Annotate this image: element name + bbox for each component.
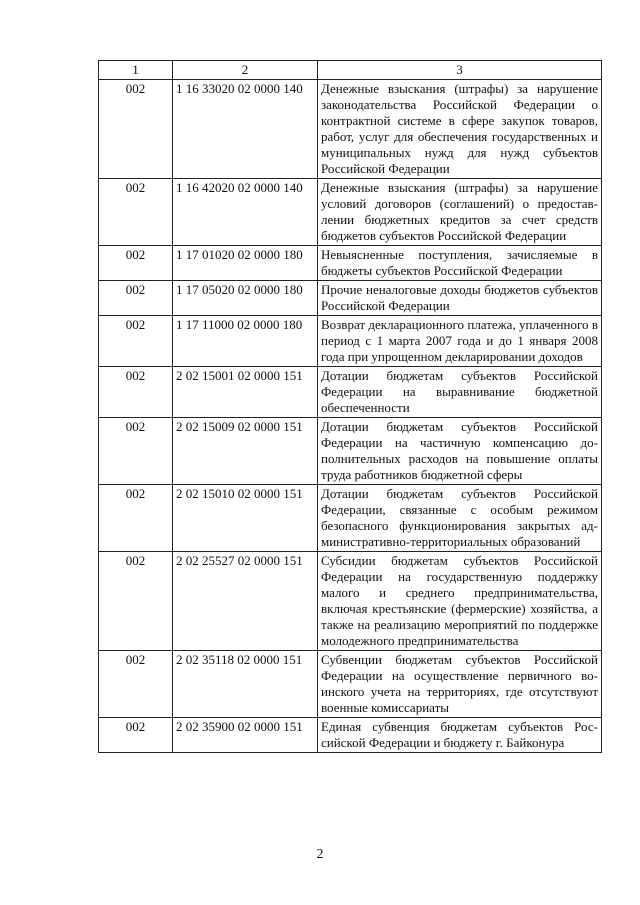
table-row xyxy=(99,246,602,281)
revenue-name-cell: Дотации бюджетам субъектов Российской Федерации, связанные с особым режимом безопасного функционирования закрытых административно-территориальных образований xyxy=(318,485,602,552)
chapter-code-cell: 002 xyxy=(99,552,173,651)
chapter-code-cell: 002 xyxy=(99,179,173,246)
table-row xyxy=(99,485,602,552)
chapter-code-cell: 002 xyxy=(99,418,173,485)
revenue-code-cell: 1 17 11000 02 0000 180 xyxy=(173,316,318,367)
chapter-code-cell: 002 xyxy=(99,485,173,552)
revenue-name-cell: Дотации бюджетам субъектов Российской Федерации на выравнивание бюджетной обеспеченности xyxy=(318,367,602,418)
chapter-code-cell: 002 xyxy=(99,281,173,316)
chapter-code-cell: 002 xyxy=(99,246,173,281)
table-row xyxy=(99,552,602,651)
revenue-code-cell: 2 02 15009 02 0000 151 xyxy=(173,418,318,485)
table-row xyxy=(99,718,602,753)
revenue-code-cell: 2 02 15010 02 0000 151 xyxy=(173,485,318,552)
table-row xyxy=(99,316,602,367)
revenue-name-cell: Прочие неналоговые доходы бюджетов субъектов Российской Федерации xyxy=(318,281,602,316)
table-row xyxy=(99,179,602,246)
revenue-code-cell: 2 02 35900 02 0000 151 xyxy=(173,718,318,753)
page-number: 2 xyxy=(316,847,324,862)
revenue-name-cell: Дотации бюджетам субъектов Российской Федерации на частичную компенсацию дополнительных расходов на повышение оплаты труда работников бюджетной сферы xyxy=(318,418,602,485)
column-header-1: 1 xyxy=(99,61,173,80)
revenue-name-cell: Возврат декларационного платежа, уплаченного в период с 1 марта 2007 года и до 1 января 2008 года при упрощенном декларировании доходов xyxy=(318,316,602,367)
chapter-code-cell: 002 xyxy=(99,651,173,718)
chapter-code-cell: 002 xyxy=(99,316,173,367)
column-header-2: 2 xyxy=(173,61,318,80)
revenue-code-cell: 1 17 05020 02 0000 180 xyxy=(173,281,318,316)
table-row xyxy=(99,80,602,179)
column-header-3: 3 xyxy=(318,61,602,80)
chapter-code-cell: 002 xyxy=(99,367,173,418)
table-header-row xyxy=(99,61,602,80)
revenue-code-cell: 1 16 42020 02 0000 140 xyxy=(173,179,318,246)
revenue-code-cell: 1 17 01020 02 0000 180 xyxy=(173,246,318,281)
revenue-name-cell: Единая субвенция бюджетам субъектов Российской Федерации и бюджету г. Байконура xyxy=(318,718,602,753)
chapter-code-cell: 002 xyxy=(99,80,173,179)
table-row xyxy=(99,651,602,718)
table-row xyxy=(99,367,602,418)
revenue-code-cell: 2 02 25527 02 0000 151 xyxy=(173,552,318,651)
revenue-name-cell: Субсидии бюджетам субъектов Российской Федерации на государственную поддержку малого и среднего предпринимательства, включая крестьянские (фермерские) хозяйства, а также на реализацию мероприятий по поддержке молодежного предпринимательства xyxy=(318,552,602,651)
revenue-name-cell: Субвенции бюджетам субъектов Российской Федерации на осуществление первичного воинского учета на территориях, где отсутствуют военные комиссариаты xyxy=(318,651,602,718)
revenue-name-cell: Невыясненные поступления, зачисляемые в бюджеты субъектов Российской Федерации xyxy=(318,246,602,281)
table-body xyxy=(99,80,602,753)
revenue-name-cell: Денежные взыскания (штрафы) за нарушение законодательства Российской Федерации о контрактной системе в сфере закупок товаров, работ, услуг для обеспечения государственных и муниципальных нужд для нужд субъектов Российской Федерации xyxy=(318,80,602,179)
table-row xyxy=(99,281,602,316)
revenue-code-cell: 2 02 35118 02 0000 151 xyxy=(173,651,318,718)
table-row xyxy=(99,418,602,485)
revenue-code-cell: 1 16 33020 02 0000 140 xyxy=(173,80,318,179)
revenue-name-cell: Денежные взыскания (штрафы) за нарушение условий договоров (соглашений) о предоставлении бюджетных кредитов за счет средств бюджетов субъектов Российской Федерации xyxy=(318,179,602,246)
chapter-code-cell: 002 xyxy=(99,718,173,753)
revenue-code-cell: 2 02 15001 02 0000 151 xyxy=(173,367,318,418)
revenue-codes-table xyxy=(98,60,602,753)
